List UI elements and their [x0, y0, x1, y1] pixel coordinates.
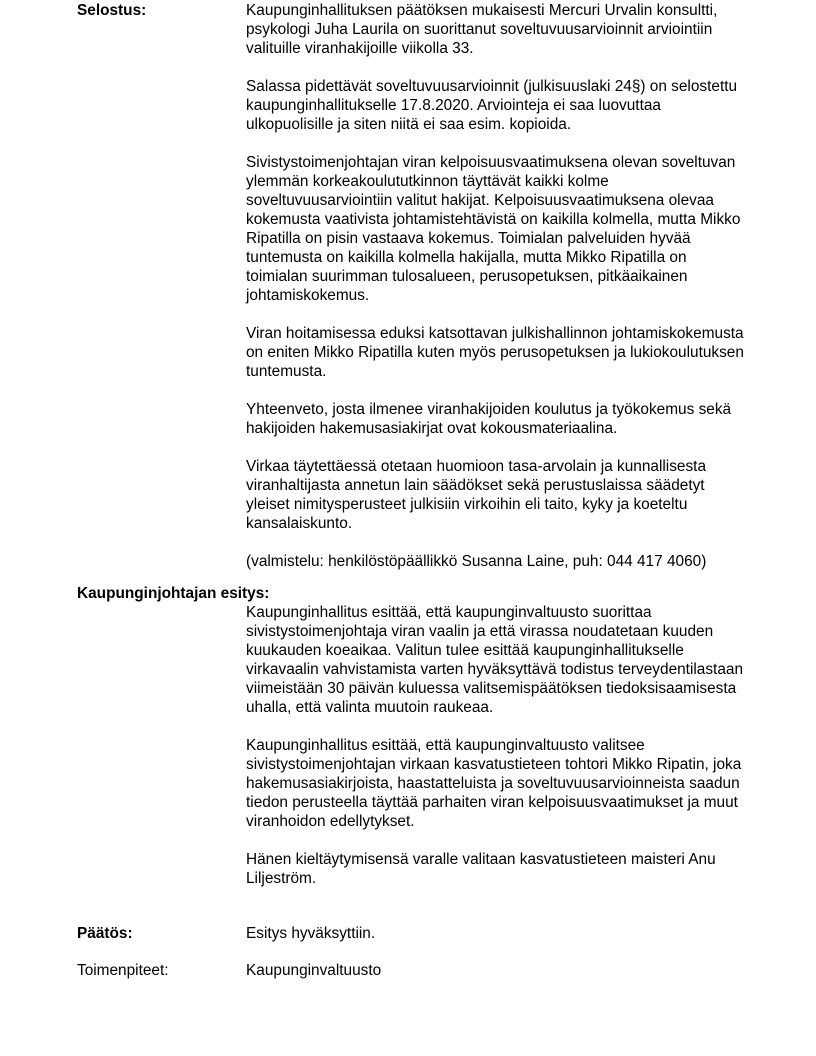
selostus-label: Selostus:	[77, 2, 147, 19]
selostus-paragraph-3: Sivistystoimenjohtajan viran kelpoisuusvaatimuksena olevan soveltuvan ylemmän korkeakoulututkinnon täyttävät kaikki kolme soveltuvuusarviointiin valitut hakijat. Kelpoisuusvaatimuksena olevaa kokemusta vaativista johtamistehtävistä on kaikilla kolmella, mutta Mikko Ripatilla on pisin vastaava kokemus. Toimialan palveluiden hyvää tuntemusta on kaikilla kolmella hakijalla, mutta Mikko Ripatilla on toimialan suurimman tulosalueen, perusopetuksen, pitkäaikainen johtamiskokemus.	[246, 154, 741, 304]
selostus-paragraph-4: Viran hoitamisessa eduksi katsottavan julkishallinnon johtamiskokemusta on eniten Mikko Ripatilla kuten myös perusopetuksen ja lukiokoulutuksen tuntemusta.	[246, 325, 744, 380]
selostus-paragraph-5: Yhteenveto, josta ilmenee viranhakijoiden koulutus ja työkokemus sekä hakijoiden hakemusasiakirjat ovat kokousmateriaalina.	[246, 401, 732, 437]
esitys-body	[246, 603, 746, 888]
esitys-paragraph-3: Hänen kieltäytymisensä varalle valitaan kasvatustieteen maisteri Anu Liljeström.	[246, 851, 716, 887]
paatos-value: Esitys hyväksyttiin.	[246, 925, 376, 942]
paatos-label: Päätös:	[77, 925, 133, 942]
selostus-paragraph-6: Virkaa täytettäessä otetaan huomioon tasa-arvolain ja kunnallisesta viranhaltijasta annetun lain säädökset sekä perustuslaissa säädetyt yleiset nimitysperusteet julkisiin virkoihin eli taito, kyky ja koeteltu kansalaiskunto.	[246, 458, 707, 532]
toimenpiteet-value: Kaupunginvaltuusto	[246, 962, 382, 979]
esitys-paragraph-1: Kaupunginhallitus esittää, että kaupunginvaltuusto suorittaa sivistystoimenjohtaja viran vaalin ja että virassa noudatetaan kuuden kuukauden koeaikaa. Valitun tulee esittää kaupunginhallitukselle virkavaalin vahvistamista varten hyväksyttävä todistus terveydentilastaan viimeistään 30 päivän kuluessa valitsemispäätöksen tiedoksisaamisesta uhalla, että valinta muutoin raukeaa.	[246, 604, 744, 716]
selostus-body	[246, 1, 746, 571]
selostus-paragraph-2: Salassa pidettävät soveltuvuusarvioinnit (julkisuuslaki 24§) on selostettu kaupunginhallitukselle 17.8.2020. Arviointeja ei saa luovuttaa ulkopuolisille ja siten niitä ei saa esim. kopioida.	[246, 78, 738, 133]
esitys-paragraph-2: Kaupunginhallitus esittää, että kaupunginvaltuusto valitsee sivistystoimenjohtajan virkaan kasvatustieteen tohtori Mikko Ripatin, joka hakemusasiakirjoista, haastatteluista ja soveltuvuusarvioinneista saadun tiedon perusteella täyttää parhaiten viran kelpoisuusvaatimukset ja muut viranhoidon edellytykset.	[246, 737, 742, 830]
selostus-paragraph-valmistelu: (valmistelu: henkilöstöpäällikkö Susanna Laine, puh: 044 417 4060)	[246, 553, 707, 570]
selostus-paragraph-1: Kaupunginhallituksen päätöksen mukaisesti Mercuri Urvalin konsultti, psykologi Juha Laurila on suorittanut soveltuvuusarvioinnit arviointiin valituille viranhakijoille viikolla 33.	[246, 2, 718, 57]
esitys-label: Kaupunginjohtajan esitys:	[77, 585, 270, 602]
toimenpiteet-label: Toimenpiteet:	[77, 962, 169, 979]
